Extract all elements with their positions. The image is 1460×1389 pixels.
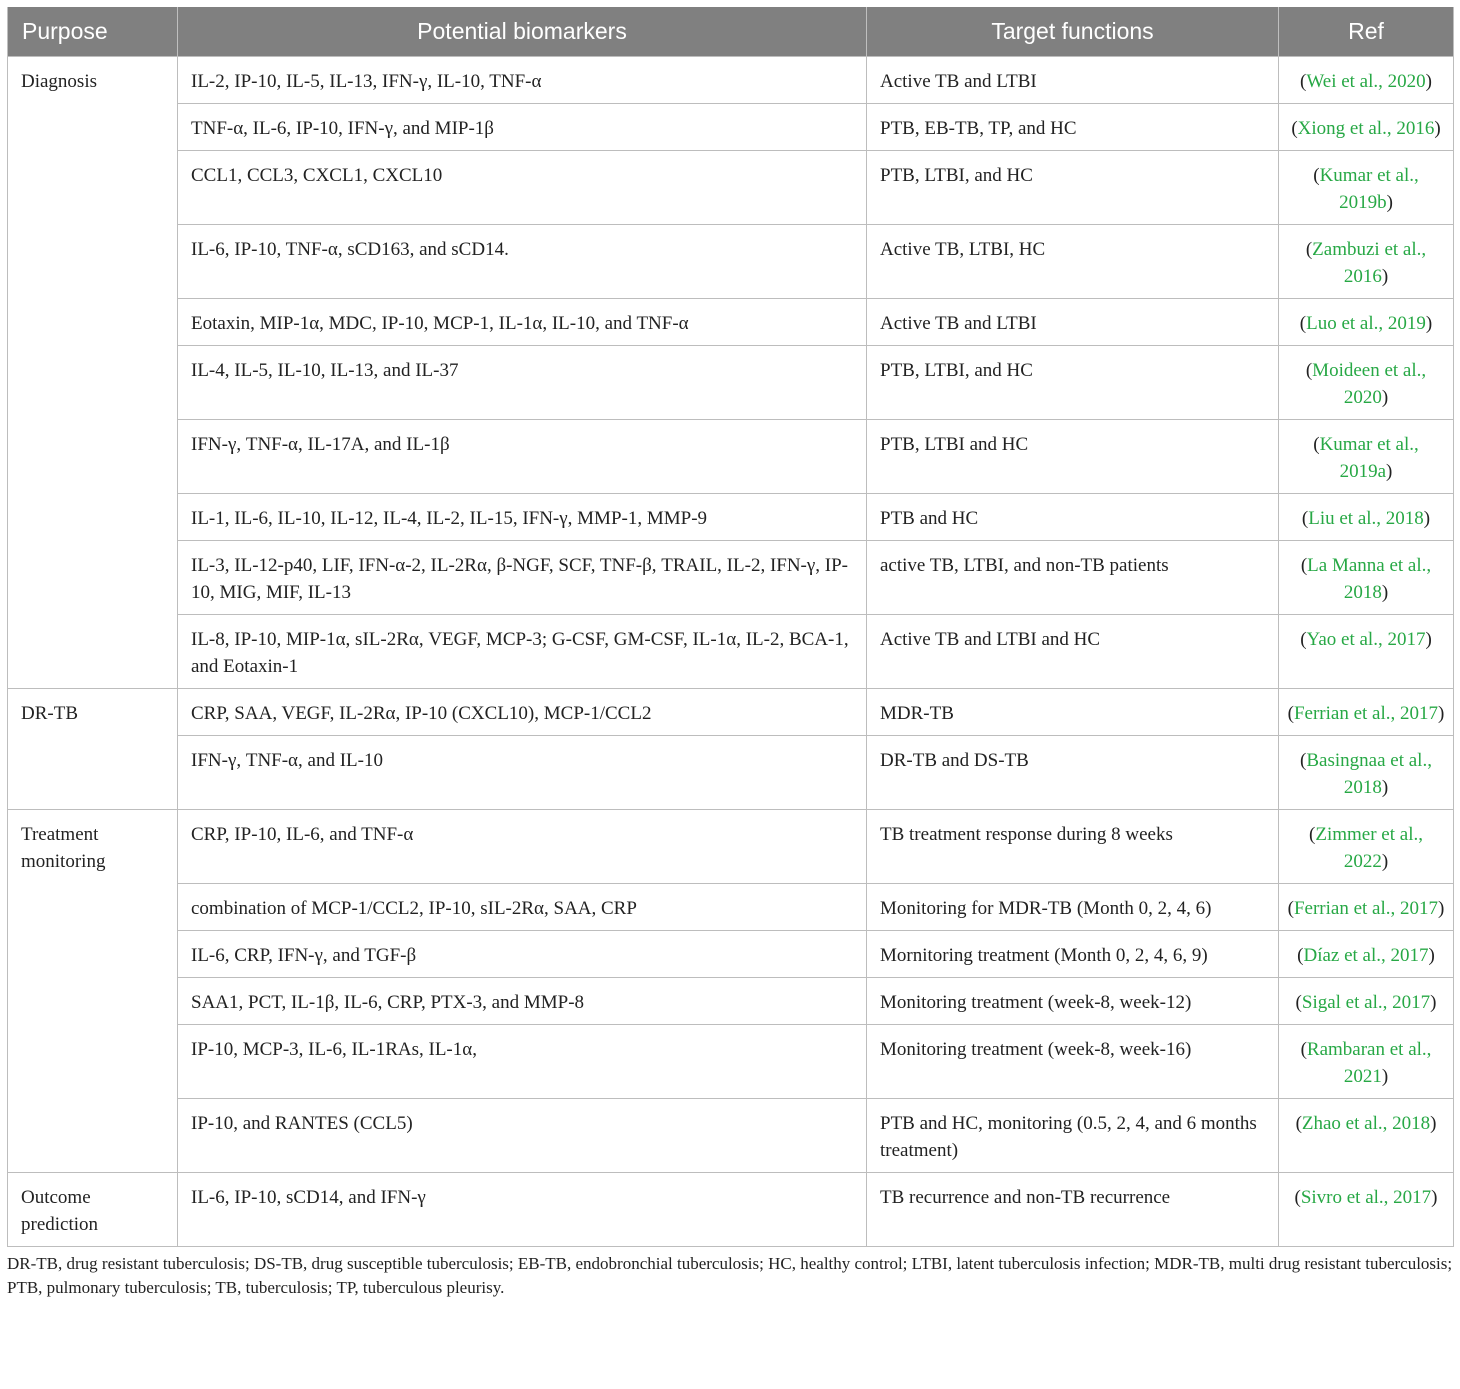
ref-cell [1279,1025,1454,1099]
ref-open-paren: ( [1305,360,1313,381]
target-function-cell: Monitoring treatment (week-8, week-16) [867,1025,1279,1099]
target-function-cell: Mornitoring treatment (Month 0, 2, 4, 6, 9) [867,931,1279,978]
ref-cell [1279,346,1454,420]
biomarkers-cell: Eotaxin, MIP-1α, MDC, IP-10, MCP-1, IL-1α, IL-10, and TNF-α [178,299,867,346]
ref-close-paren: ) [1425,313,1433,334]
ref-open-paren: ( [1297,945,1304,966]
ref-link[interactable]: La Manna et al., 2018 [1307,555,1432,603]
ref-cell [1279,104,1454,151]
biomarkers-cell: IL-3, IL-12-p40, LIF, IFN-α-2, IL-2Rα, β-NGF, SCF, TNF-β, TRAIL, IL-2, IFN-γ, IP-10, MIG, MIF, IL-13 [178,541,867,615]
table-row [8,810,1454,884]
ref-open-paren: ( [1309,824,1316,845]
target-function-cell: PTB and HC, monitoring (0.5, 2, 4, and 6 months treatment) [867,1099,1279,1173]
ref-open-paren: ( [1291,118,1298,139]
biomarkers-cell: IP-10, and RANTES (CCL5) [178,1099,867,1173]
biomarkers-cell: CRP, IP-10, IL-6, and TNF-α [178,810,867,884]
purpose-cell: Outcome prediction [8,1173,178,1247]
ref-close-paren: ) [1381,777,1389,798]
target-function-cell: Active TB and LTBI [867,299,1279,346]
ref-open-paren: ( [1305,239,1313,260]
table-row [8,736,1454,810]
ref-cell [1279,299,1454,346]
table-wrapper [7,7,1453,1300]
ref-link[interactable]: Sivro et al., 2017 [1300,1187,1432,1208]
ref-link[interactable]: Zimmer et al., 2022 [1315,824,1423,872]
target-function-cell: MDR-TB [867,689,1279,736]
ref-close-paren: ) [1381,1066,1389,1087]
ref-open-paren: ( [1300,1039,1307,1060]
header-target-functions: Target functions [867,7,1279,57]
ref-link[interactable]: Sigal et al., 2017 [1301,992,1431,1013]
biomarkers-cell: IFN-γ, TNF-α, and IL-10 [178,736,867,810]
header-ref: Ref [1279,7,1454,57]
ref-close-paren: ) [1423,508,1431,529]
table-row [8,1025,1454,1099]
ref-close-paren: ) [1381,851,1389,872]
ref-close-paren: ) [1438,703,1445,724]
header-row [8,7,1454,57]
ref-close-paren: ) [1386,192,1393,213]
ref-open-paren: ( [1287,703,1294,724]
ref-close-paren: ) [1381,582,1389,603]
target-function-cell: TB treatment response during 8 weeks [867,810,1279,884]
ref-close-paren: ) [1381,387,1389,408]
ref-open-paren: ( [1313,165,1320,186]
ref-link[interactable]: Díaz et al., 2017 [1303,945,1429,966]
header-purpose: Purpose [8,7,178,57]
biomarkers-cell: TNF-α, IL-6, IP-10, IFN-γ, and MIP-1β [178,104,867,151]
ref-link[interactable]: Liu et al., 2018 [1308,508,1424,529]
table-row [8,1173,1454,1247]
biomarkers-cell: IL-4, IL-5, IL-10, IL-13, and IL-37 [178,346,867,420]
table-row [8,299,1454,346]
ref-open-paren: ( [1295,1113,1302,1134]
biomarkers-cell: IL-6, CRP, IFN-γ, and TGF-β [178,931,867,978]
biomarkers-cell: CCL1, CCL3, CXCL1, CXCL10 [178,151,867,225]
header-biomarkers: Potential biomarkers [178,7,867,57]
biomarkers-cell: IFN-γ, TNF-α, IL-17A, and IL-1β [178,420,867,494]
target-function-cell: Active TB, LTBI, HC [867,225,1279,299]
ref-link[interactable]: Rambaran et al., 2021 [1306,1039,1432,1087]
ref-cell [1279,931,1454,978]
target-function-cell: Active TB and LTBI [867,57,1279,104]
target-function-cell: PTB, LTBI and HC [867,420,1279,494]
ref-open-paren: ( [1300,629,1307,650]
ref-open-paren: ( [1299,313,1307,334]
target-function-cell: PTB, EB-TB, TP, and HC [867,104,1279,151]
ref-link[interactable]: Basingnaa et al., 2018 [1306,750,1432,798]
ref-cell [1279,420,1454,494]
ref-link[interactable]: Ferrian et al., 2017 [1293,898,1439,919]
ref-cell [1279,736,1454,810]
ref-link[interactable]: Moideen et al., 2020 [1312,360,1427,408]
ref-link[interactable]: Wei et al., 2020 [1306,71,1426,92]
table-row [8,57,1454,104]
table-row [8,1099,1454,1173]
ref-open-paren: ( [1300,555,1308,576]
ref-link[interactable]: Kumar et al., 2019b [1319,165,1419,213]
ref-close-paren: ) [1425,629,1432,650]
ref-link[interactable]: Yao et al., 2017 [1306,629,1426,650]
ref-link[interactable]: Xiong et al., 2016 [1297,118,1435,139]
biomarkers-cell: IL-8, IP-10, MIP-1α, sIL-2Rα, VEGF, MCP-3; G-CSF, GM-CSF, IL-1α, IL-2, BCA-1, and Eotaxin-1 [178,615,867,689]
target-function-cell: DR-TB and DS-TB [867,736,1279,810]
ref-cell [1279,541,1454,615]
table-row [8,689,1454,736]
ref-open-paren: ( [1295,992,1302,1013]
purpose-cell: Treatment monitoring [8,810,178,1173]
ref-close-paren: ) [1434,118,1441,139]
biomarkers-cell: IL-6, IP-10, TNF-α, sCD163, and sCD14. [178,225,867,299]
target-function-cell: Active TB and LTBI and HC [867,615,1279,689]
ref-close-paren: ) [1430,992,1437,1013]
table-row [8,346,1454,420]
table-body [8,57,1454,1247]
ref-link[interactable]: Luo et al., 2019 [1306,313,1426,334]
biomarkers-cell: IP-10, MCP-3, IL-6, IL-1RAs, IL-1α, [178,1025,867,1099]
ref-close-paren: ) [1438,898,1445,919]
table-row [8,931,1454,978]
ref-link[interactable]: Zhao et al., 2018 [1301,1113,1431,1134]
target-function-cell: PTB and HC [867,494,1279,541]
ref-cell [1279,225,1454,299]
target-function-cell: PTB, LTBI, and HC [867,346,1279,420]
ref-open-paren: ( [1300,71,1307,92]
table-footnote: DR-TB, drug resistant tuberculosis; DS-TB, drug susceptible tuberculosis; EB-TB, endobronchial tuberculosis; HC, healthy control; LTBI, latent tuberculosis infection; MDR-TB, multi drug resistant tuberculosis; PTB, pulmonary tuberculosis; TB, tuberculosis; TP, tuberculous pleurisy. [7,1254,1453,1297]
ref-close-paren: ) [1386,461,1393,482]
ref-cell [1279,615,1454,689]
biomarkers-cell: CRP, SAA, VEGF, IL-2Rα, IP-10 (CXCL10), MCP-1/CCL2 [178,689,867,736]
table-row [8,420,1454,494]
ref-close-paren: ) [1425,71,1432,92]
ref-open-paren: ( [1294,1187,1301,1208]
biomarkers-cell: IL-1, IL-6, IL-10, IL-12, IL-4, IL-2, IL-15, IFN-γ, MMP-1, MMP-9 [178,494,867,541]
ref-close-paren: ) [1430,1113,1437,1134]
purpose-cell: DR-TB [8,689,178,810]
biomarker-table [7,7,1454,1247]
ref-open-paren: ( [1313,434,1320,455]
table-row [8,104,1454,151]
ref-cell [1279,151,1454,225]
ref-cell [1279,1173,1454,1247]
target-function-cell: Monitoring for MDR-TB (Month 0, 2, 4, 6) [867,884,1279,931]
ref-cell [1279,810,1454,884]
biomarkers-cell: IL-6, IP-10, sCD14, and IFN-γ [178,1173,867,1247]
biomarkers-cell: IL-2, IP-10, IL-5, IL-13, IFN-γ, IL-10, TNF-α [178,57,867,104]
table-row [8,884,1454,931]
ref-cell [1279,689,1454,736]
ref-open-paren: ( [1300,750,1307,771]
ref-cell [1279,978,1454,1025]
ref-link[interactable]: Kumar et al., 2019a [1319,434,1419,482]
target-function-cell: TB recurrence and non-TB recurrence [867,1173,1279,1247]
ref-cell [1279,884,1454,931]
purpose-cell: Diagnosis [8,57,178,689]
ref-close-paren: ) [1428,945,1435,966]
ref-open-paren: ( [1287,898,1294,919]
ref-close-paren: ) [1431,1187,1438,1208]
table-row [8,494,1454,541]
ref-link[interactable]: Zambuzi et al., 2016 [1312,239,1427,287]
ref-cell [1279,494,1454,541]
ref-close-paren: ) [1381,266,1389,287]
target-function-cell: Monitoring treatment (week-8, week-12) [867,978,1279,1025]
ref-open-paren: ( [1301,508,1309,529]
target-function-cell: PTB, LTBI, and HC [867,151,1279,225]
target-function-cell: active TB, LTBI, and non-TB patients [867,541,1279,615]
table-row [8,225,1454,299]
table-row [8,151,1454,225]
table-row [8,541,1454,615]
biomarkers-cell: SAA1, PCT, IL-1β, IL-6, CRP, PTX-3, and MMP-8 [178,978,867,1025]
ref-cell [1279,57,1454,104]
table-row [8,615,1454,689]
ref-cell [1279,1099,1454,1173]
biomarkers-cell: combination of MCP-1/CCL2, IP-10, sIL-2Rα, SAA, CRP [178,884,867,931]
ref-link[interactable]: Ferrian et al., 2017 [1293,703,1439,724]
table-row [8,978,1454,1025]
